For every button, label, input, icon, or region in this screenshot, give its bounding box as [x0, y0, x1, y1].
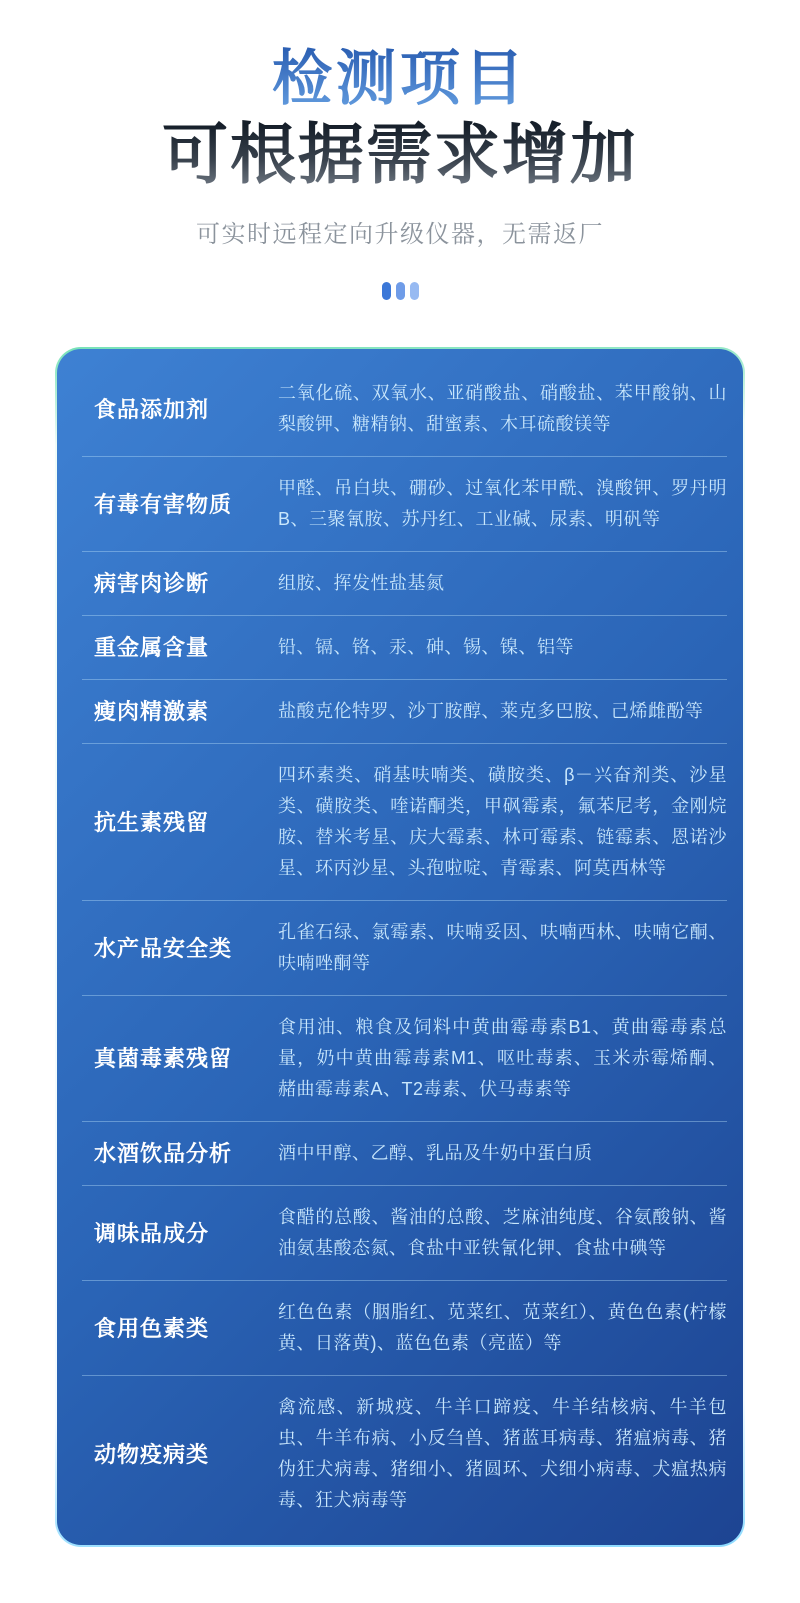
accent-bar-icon [382, 282, 391, 300]
row-items-text: 铅、镉、铬、汞、砷、锡、镍、铝等 [278, 637, 574, 657]
decorative-bars [0, 282, 800, 300]
row-items-text: 酒中甲醇、乙醇、乳品及牛奶中蛋白质 [278, 1143, 593, 1163]
row-category-label: 调味品成分 [94, 1220, 210, 1246]
row-category-label: 水酒饮品分析 [94, 1141, 233, 1166]
detection-table [57, 349, 743, 1545]
row-category-label: 有毒有害物质 [94, 491, 233, 517]
table-row [57, 1122, 743, 1185]
table-row [57, 996, 743, 1121]
table-row [57, 616, 743, 679]
table-row [57, 1376, 743, 1532]
row-items-text: 孔雀石绿、氯霉素、呋喃妥因、呋喃西林、呋喃它酮、呋喃唑酮等 [278, 922, 727, 973]
row-items-text: 四环素类、硝基呋喃类、磺胺类、β－兴奋剂类、沙星类、磺胺类、喹诺酮类，甲砜霉素，氟苯尼考，金刚烷胺、替米考星、庆大霉素、林可霉素、链霉素、恩诺沙星、环丙沙星、头孢啦啶、青霉素、阿莫西林等 [278, 765, 727, 878]
row-items-text: 盐酸克伦特罗、沙丁胺醇、莱克多巴胺、己烯雌酚等 [278, 701, 704, 721]
table-row [57, 457, 743, 551]
row-items-text: 甲醛、吊白块、硼砂、过氧化苯甲酰、溴酸钾、罗丹明B、三聚氰胺、苏丹红、工业碱、尿素、明矾等 [278, 478, 727, 529]
detection-card-border [55, 347, 745, 1547]
table-row [57, 552, 743, 615]
row-category-label: 真菌毒素残留 [94, 1046, 233, 1071]
page-header [0, 0, 800, 300]
row-items-text: 组胺、挥发性盐基氮 [278, 573, 445, 593]
row-category-label: 动物疫病类 [94, 1441, 210, 1467]
accent-bar-icon [396, 282, 405, 300]
page-title: 检测项目 [0, 42, 800, 116]
table-row [57, 1281, 743, 1375]
row-category-label: 抗生素残留 [94, 809, 210, 835]
row-category-label: 病害肉诊断 [94, 571, 210, 596]
row-items-text: 红色色素（胭脂红、苋菜红、苋菜红）、黄色色素(柠檬黄、日落黄)、蓝色色素（亮蓝）等 [278, 1302, 727, 1353]
table-row [57, 1186, 743, 1280]
row-category-label: 食品添加剂 [94, 396, 210, 422]
row-category-label: 重金属含量 [94, 635, 210, 660]
table-row [57, 744, 743, 900]
table-row [57, 680, 743, 743]
row-items-text: 食醋的总酸、酱油的总酸、芝麻油纯度、谷氨酸钠、酱油氨基酸态氮、食盐中亚铁氰化钾、食盐中碘等 [278, 1207, 727, 1258]
row-category-label: 瘦肉精激素 [94, 699, 210, 724]
row-category-label: 水产品安全类 [94, 935, 233, 961]
accent-bar-icon [410, 282, 419, 300]
row-items-text: 食用油、粮食及饲料中黄曲霉毒素B1、黄曲霉毒素总量，奶中黄曲霉毒素M1、呕吐毒素、玉米赤霉烯酮、赭曲霉毒素A、T2毒素、伏马毒素等 [278, 1017, 727, 1099]
header-note: 可实时远程定向升级仪器，无需返厂 [196, 221, 604, 248]
row-category-label: 食用色素类 [94, 1315, 210, 1341]
row-items-text: 二氧化硫、双氧水、亚硝酸盐、硝酸盐、苯甲酸钠、山梨酸钾、糖精钠、甜蜜素、木耳硫酸镁等 [278, 383, 727, 434]
row-items-text: 禽流感、新城疫、牛羊口蹄疫、牛羊结核病、牛羊包虫、牛羊布病、小反刍兽、猪蓝耳病毒、猪瘟病毒、猪伪狂犬病毒、猪细小、猪圆环、犬细小病毒、犬瘟热病毒、狂犬病毒等 [278, 1397, 727, 1510]
page-subtitle: 可根据需求增加 [0, 118, 800, 194]
table-row [57, 901, 743, 995]
table-row [57, 362, 743, 456]
